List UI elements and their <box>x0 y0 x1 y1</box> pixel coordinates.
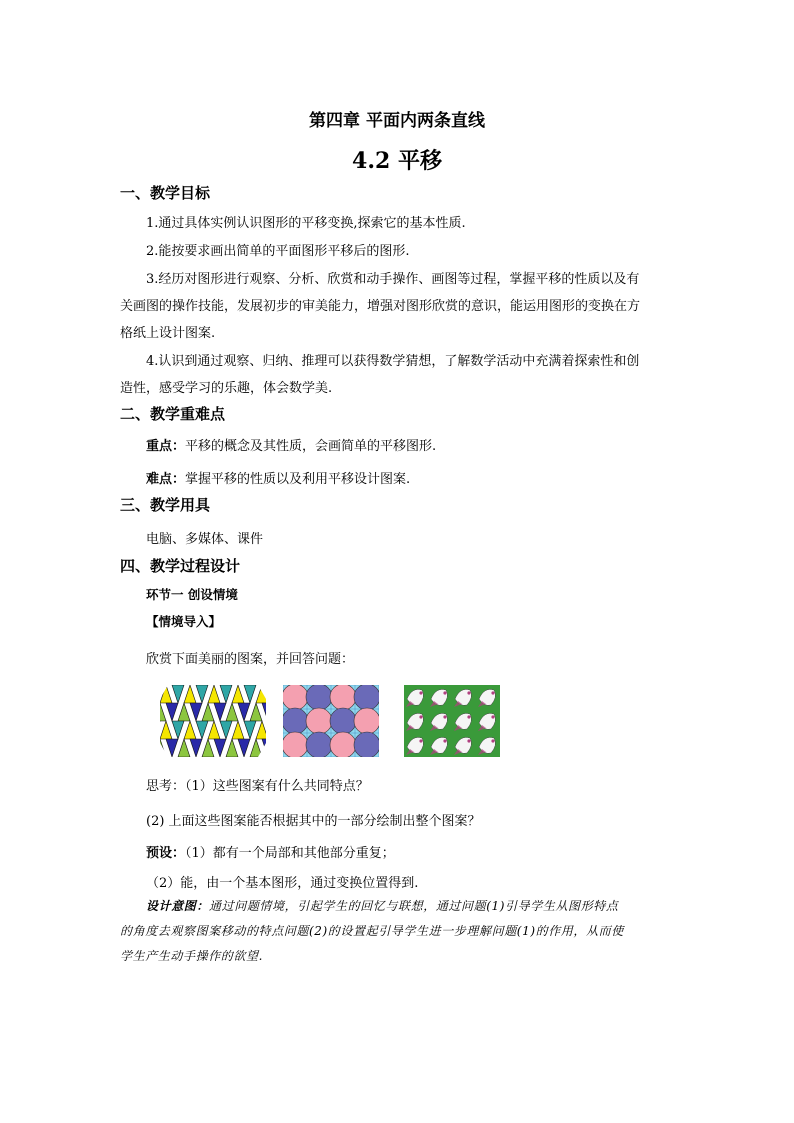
step1-title: 环节一 创设情境 <box>146 587 238 602</box>
process-heading: 四、教学过程设计 <box>120 557 241 575</box>
pattern-birds-tessellation <box>404 685 500 757</box>
objective-4-line2: 造性，感受学习的乐趣，体会数学美. <box>120 381 333 396</box>
objective-4-line1: 4.认识到通过观察、归纳、推理可以获得数学猜想，了解数学活动中充满着探索性和创 <box>146 354 640 369</box>
preset-line-1 <box>146 842 395 861</box>
objectives-heading: 一、教学目标 <box>120 184 211 202</box>
section-title: 4.2 平移 <box>352 148 442 174</box>
objective-1: 1.通过具体实例认识图形的平移变换,探索它的基本性质. <box>146 216 466 231</box>
pattern-triangles-squares <box>160 685 266 757</box>
think-question-1: 思考：（1）这些图案有什么共同特点？ <box>146 779 369 794</box>
focus-text: 平移的概念及其性质，会画简单的平移图形. <box>185 439 437 454</box>
objective-2: 2.能按要求画出简单的平面图形平移后的图形. <box>146 244 410 259</box>
key-points-heading: 二、教学重难点 <box>120 405 226 423</box>
design-label: 设计意图： <box>146 899 210 913</box>
preset-answer-2: （2）能，由一个基本图形，通过变换位置得到. <box>146 876 419 891</box>
difficulty-text: 掌握平移的性质以及利用平移设计图案. <box>185 472 411 487</box>
tools-text: 电脑、多媒体、课件 <box>146 532 264 547</box>
preset-answer-1: （1）都有一个局部和其他部分重复； <box>185 846 395 861</box>
difficulty-label: 难点： <box>146 472 186 487</box>
objective-3-line1: 3.经历对图形进行观察、分析、欣赏和动手操作、画图等过程，掌握平移的性质以及有 <box>146 272 640 287</box>
design-text-1: 通过问题情境，引起学生的回忆与联想，通过问题(1)引导学生从图形特点 <box>209 899 619 913</box>
appreciate-prompt: 欣赏下面美丽的图案，并回答问题： <box>146 652 355 667</box>
focus-label: 重点： <box>146 439 186 454</box>
design-line-3: 学生产生动手操作的欲望. <box>120 949 264 963</box>
preset-label: 预设： <box>146 846 186 861</box>
difficulty-line <box>146 468 410 487</box>
objective-3-line3: 格纸上设计图案. <box>120 326 216 341</box>
objective-3-line2: 关画图的操作技能，发展初步的审美能力，增强对图形欣赏的意识，能运用图形的变换在方 <box>120 299 641 314</box>
chapter-title: 第四章 平面内两条直线 <box>309 111 485 131</box>
pattern-circles-squares <box>283 685 379 757</box>
design-line-2: 的角度去观察图案移动的特点问题(2)的设置起引导学生进一步理解问题(1)的作用，从而使 <box>120 924 624 938</box>
intro-label: 【情境导入】 <box>146 614 222 629</box>
design-line-1 <box>146 897 618 914</box>
think-question-2: (2) 上面这些图案能否根据其中的一部分绘制出整个图案？ <box>146 814 481 829</box>
tools-heading: 三、教学用具 <box>120 496 211 514</box>
focus-line <box>146 435 436 454</box>
